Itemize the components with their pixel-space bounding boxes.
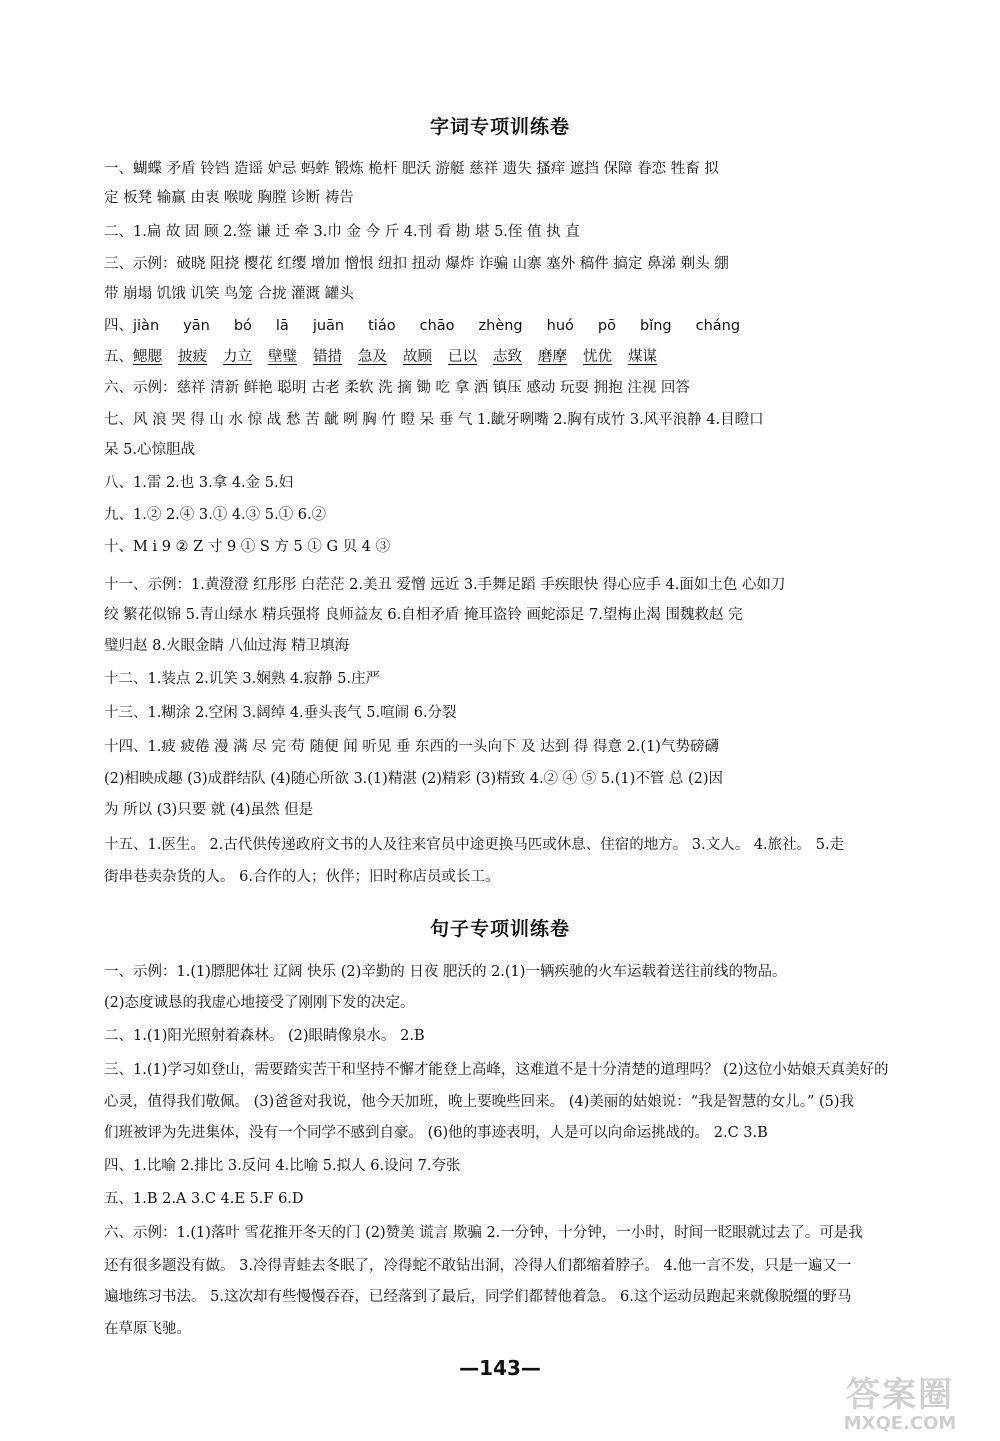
answer-line: 九、1.② 2.④ 3.① 4.③ 5.① 6.② xyxy=(104,507,327,523)
answer-line: 十三、1.糊涂 2.空闲 3.阔绰 4.垂头丧气 5.喧闹 6.分裂 xyxy=(104,705,457,721)
answer-line: 六、示例：1.(1)落叶 雪花推开冬天的门 (2)赞美 谎言 欺骗 2.一分钟，十分钟，一小时，时间一眨眼就过去了。可是我 xyxy=(104,1225,863,1241)
line-prefix: 四、 xyxy=(104,318,133,334)
section-title-ci: 字词专项训练卷 xyxy=(429,116,570,138)
answer-line: 十、M i 9 ② Z 寸 9 ① S 方 5 ① G 贝 4 ③ xyxy=(104,539,391,555)
answer-line: 还有很多题没有做。 3.冷得青蛙去冬眠了，冷得蛇不敢钻出洞，冷得人们都缩着脖子。 4.他一言不发，只是一遍又一 xyxy=(104,1258,852,1274)
pinyin-item: bó xyxy=(233,318,252,334)
word-pair: 忧优 xyxy=(583,349,612,365)
underlined-answer-line xyxy=(104,346,944,368)
answer-line: 三、1.(1)学习如登山，需要踏实苦干和坚持不懈才能登上高峰，这难道不是十分清楚的道理吗？ (2)这位小姑娘天真美好的 xyxy=(104,1062,889,1078)
answer-line: 八、1.雷 2.也 3.拿 4.金 5.妇 xyxy=(104,475,294,491)
answer-line: (2)相映成趣 (3)成群结队 (4)随心所欲 3.(1)精湛 (2)精彩 (3)精致 4.② ④ ⑤ 5.(1)不管 总 (2)因 xyxy=(104,771,724,787)
answer-line: 街串巷卖杂货的人。 6.合作的人；伙伴；旧时称店员或长工。 xyxy=(104,869,500,885)
answer-line: 璧归赵 8.火眼金睛 八仙过海 精卫填海 xyxy=(104,638,350,654)
pinyin-item: lā xyxy=(275,318,289,334)
pinyin-item: jiàn xyxy=(133,318,160,334)
watermark-logo xyxy=(806,1376,994,1436)
word-pair: 志致 xyxy=(493,349,522,365)
pinyin-item: zhèng xyxy=(478,318,523,334)
pinyin-item: yān xyxy=(183,318,210,334)
word-pair: 急及 xyxy=(358,349,387,365)
answer-line: 绞 繁花似锦 5.青山绿水 精兵强将 良师益友 6.自相矛盾 掩耳盗铃 画蛇添足 7.望梅止渴 围魏救赵 完 xyxy=(104,607,743,623)
word-pair: 煤谋 xyxy=(628,349,657,365)
pinyin-item: juān xyxy=(312,318,345,334)
word-pair: 壁璧 xyxy=(268,349,297,365)
answer-line: 十二、1.装点 2.讥笑 3.娴熟 4.寂静 5.庄严 xyxy=(104,671,381,687)
line-prefix: 五、 xyxy=(104,349,133,365)
answer-line: 心灵，值得我们敬佩。 (3)爸爸对我说，他今天加班，晚上要晚些回来。 (4)美丽的姑娘说：“我是智慧的女儿。” (5)我 xyxy=(104,1094,855,1110)
page-number: —143— xyxy=(459,1356,541,1380)
word-pair: 磨摩 xyxy=(538,349,567,365)
answer-line: 五、1.B 2.A 3.C 4.E 5.F 6.D xyxy=(104,1191,304,1207)
answer-line: 为 所以 (3)只要 就 (4)虽然 但是 xyxy=(104,802,314,818)
word-pair: 力立 xyxy=(223,349,252,365)
answer-line: 带 崩塌 饥饿 讥笑 鸟笼 合拢 灌溉 罐头 xyxy=(104,286,354,302)
section-title-ju: 句子专项训练卷 xyxy=(429,918,570,940)
answer-line: 三、示例：破晓 阻挠 樱花 红缨 增加 憎恨 纽扣 扭动 爆炸 诈骗 山寨 塞外 稿件 搞定 鼻涕 剃头 绷 xyxy=(104,256,729,272)
pinyin-item: chāo xyxy=(419,318,455,334)
answer-line: 十五、1.医生。 2.古代供传递政府文书的人及往来官员中途更换马匹或休息、住宿的地方。 3.文人。 4.旅社。 5.走 xyxy=(104,837,845,853)
word-pair: 鳃腮 xyxy=(133,349,162,365)
answer-line: 在草原飞驰。 xyxy=(104,1321,191,1337)
pinyin-item: bǐng xyxy=(639,318,672,334)
answer-line: 定 板凳 输赢 由衷 喉咙 胸膛 诊断 祷告 xyxy=(104,190,354,206)
word-pair: 披疲 xyxy=(178,349,207,365)
word-pair: 故顾 xyxy=(403,349,432,365)
answer-line: 一、示例：1.(1)膘肥体壮 辽阔 快乐 (2)辛勤的 日夜 肥沃的 2.(1)一辆疾驰的火车运载着送往前线的物品。 xyxy=(104,964,787,980)
answer-line: 一、蝴蝶 矛盾 铃铛 造谣 妒忌 蚂蚱 锻炼 桅杆 肥沃 游艇 慈祥 遗失 搔痒 遮挡 保障 眷恋 牲畜 拟 xyxy=(104,161,719,177)
answer-line: 二、1.扁 故 固 顾 2.签 谦 迁 牵 3.巾 金 今 斤 4.刊 看 勘 堪 5.侄 值 执 直 xyxy=(104,224,580,240)
answer-line: 十四、1.疲 疲倦 漫 满 尽 完 苟 随便 闻 听见 垂 东西的一头向下 及 达到 得 得意 2.(1)气势磅礴 xyxy=(104,739,719,755)
pinyin-line xyxy=(104,315,944,337)
watermark-url: MXQE.COM xyxy=(843,1413,957,1434)
pinyin-item: cháng xyxy=(695,318,741,334)
answer-line: 四、1.比喻 2.排比 3.反问 4.比喻 5.拟人 6.设问 7.夸张 xyxy=(104,1158,461,1174)
word-pair: 已以 xyxy=(448,349,477,365)
word-pair: 错措 xyxy=(313,349,342,365)
answer-line: 遍地练习书法。 5.这次却有些慢慢吞吞，已经落到了最后，同学们都替他着急。 6.这个运动员跑起来就像脱缰的野马 xyxy=(104,1289,852,1305)
answer-line: 六、示例：慈祥 清新 鲜艳 聪明 古老 柔软 洗 摘 锄 吃 拿 洒 镇压 感动 玩耍 拥抱 注视 回答 xyxy=(104,380,690,396)
answer-line: 七、风 浪 哭 得 山 水 惊 战 愁 苦 龇 咧 胸 竹 瞪 呆 垂 气 1.龇牙咧嘴 2.胸有成竹 3.风平浪静 4.目瞪口 xyxy=(104,412,764,428)
pinyin-item: pō xyxy=(597,318,616,334)
answer-line: 呆 5.心惊胆战 xyxy=(104,442,195,458)
answer-line: (2)态度诚恳的我虚心地接受了刚刚下发的决定。 xyxy=(104,995,415,1011)
pinyin-item: huó xyxy=(546,318,574,334)
answer-line: 十一、示例：1.黄澄澄 红彤彤 白茫茫 2.美丑 爱憎 远近 3.手舞足蹈 手疾眼快 得心应手 4.面如土色 心如刀 xyxy=(104,577,786,593)
watermark-text: 答案圈 xyxy=(846,1375,954,1415)
answer-line: 二、1.(1)阳光照射着森林。 (2)眼睛像泉水。 2.B xyxy=(104,1028,425,1044)
answer-line: 们班被评为先进集体，没有一个同学不感到自豪。 (6)他的事迹表明，人是可以向命运挑战的。 2.C 3.B xyxy=(104,1125,768,1141)
pinyin-item: tiáo xyxy=(368,318,396,334)
